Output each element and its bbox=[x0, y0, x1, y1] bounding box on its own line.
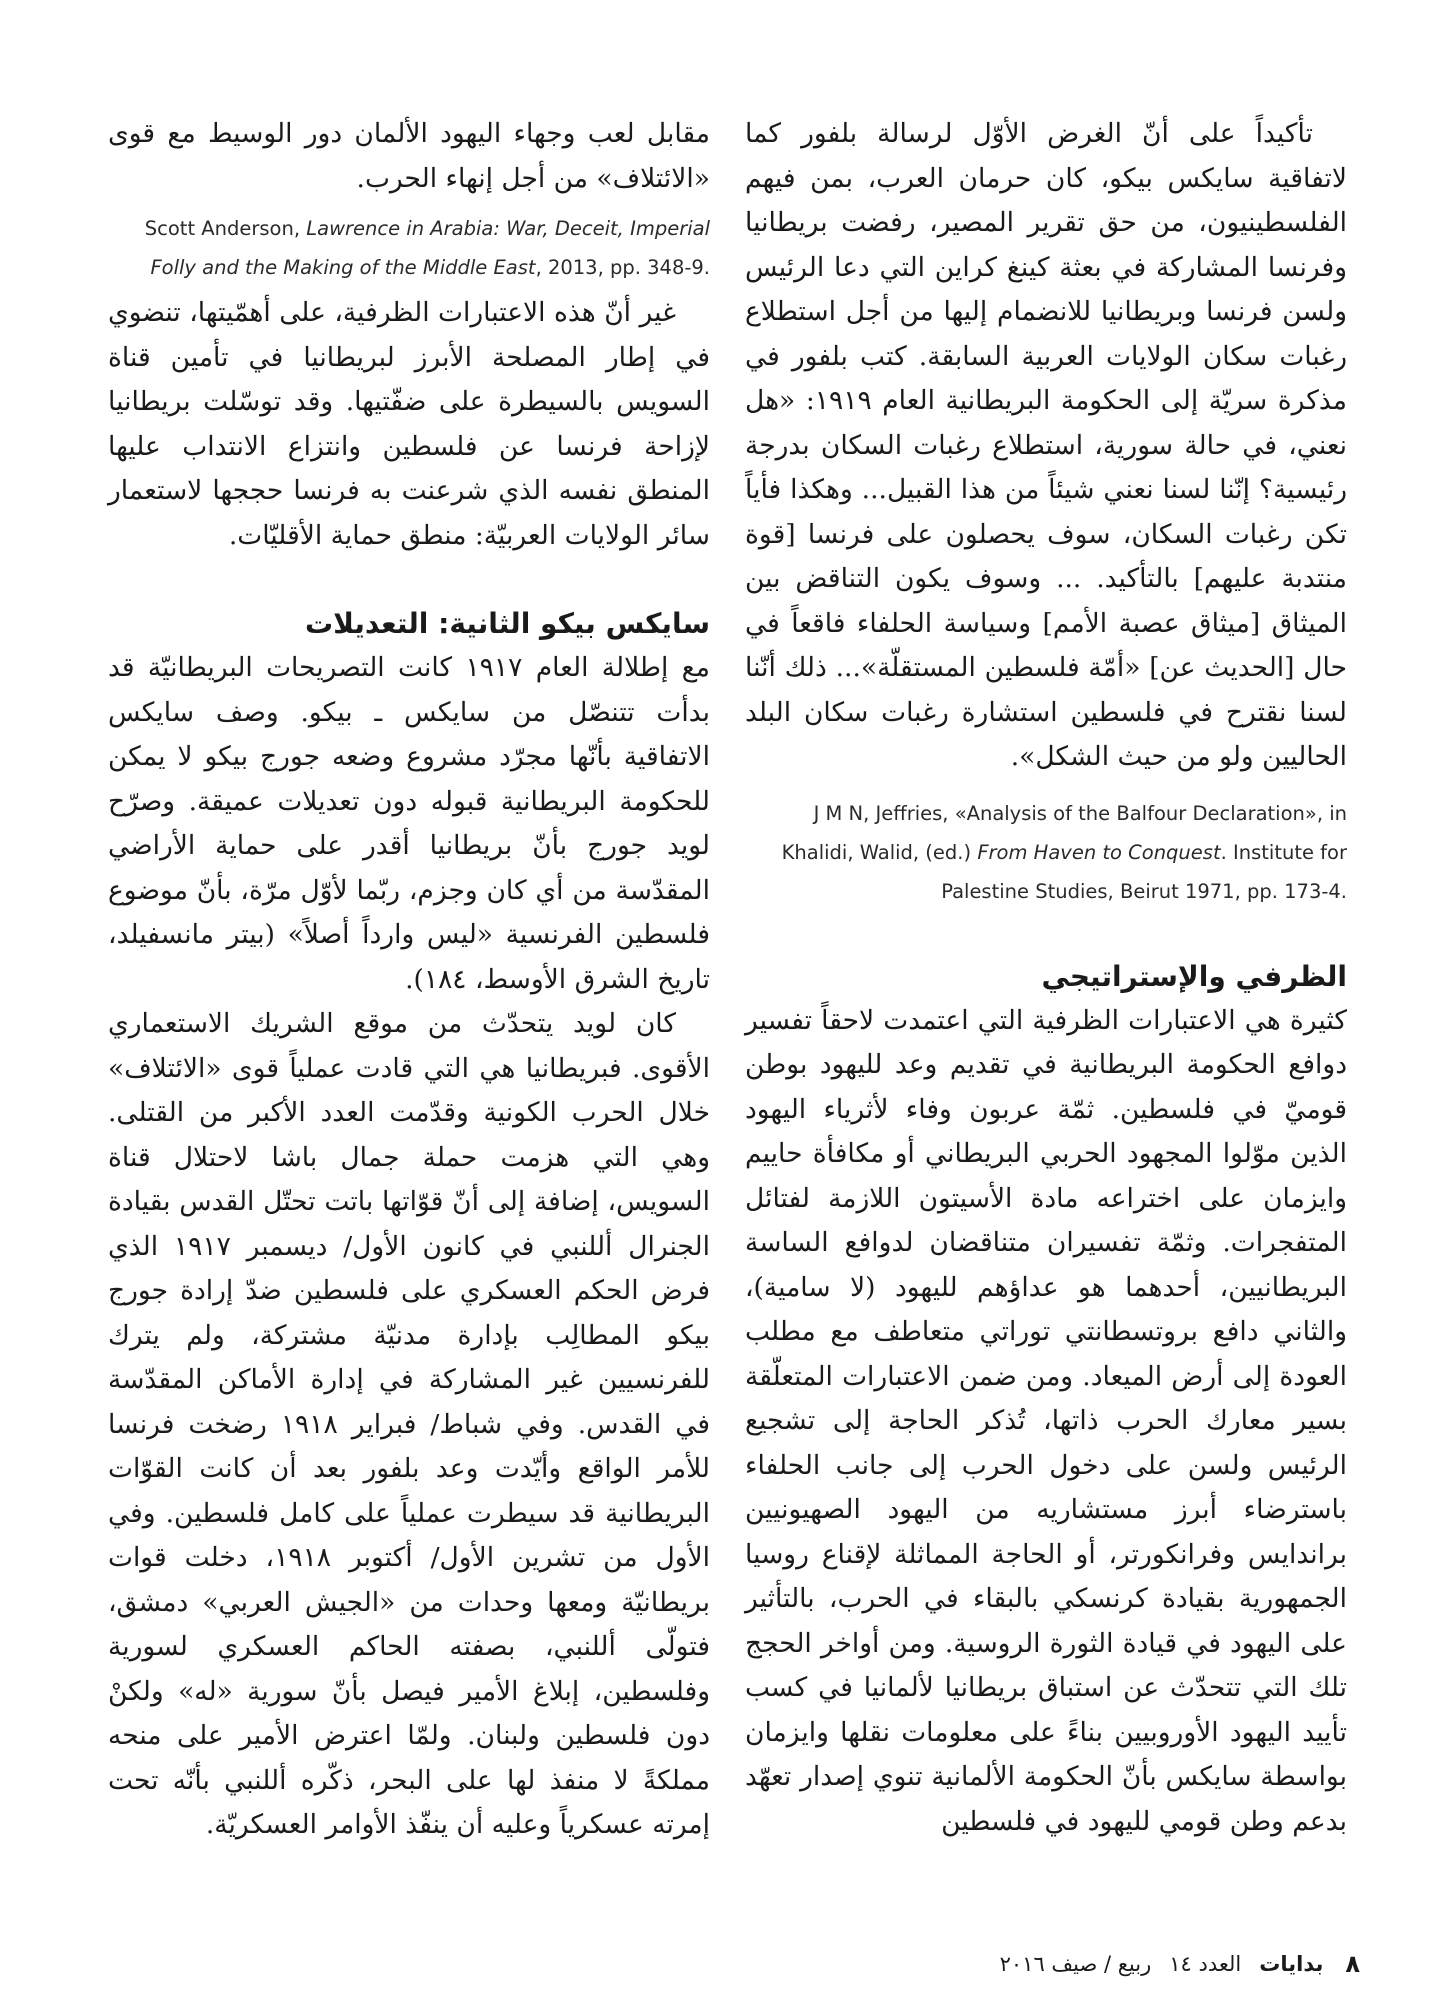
citation-anderson-pre: Scott Anderson, bbox=[144, 217, 307, 240]
paragraph-strategic-interest: غير أنّ هذه الاعتبارات الظرفية، على أهمّيتها، تنضوي في إطار المصلحة الأبرز لبريطانيا في تأمين قناة السويس بالسيطرة على ضفّتيها. وقد توسّلت بريطانيا لإزاحة فرنسا عن فلسطين وانتزاع الانتداب عليها المنطق نفسه الذي شرعنت به فرنسا حججها لاستعمار سائر الولايات العربيّة: منطق حماية الأقليّات. bbox=[108, 297, 710, 551]
paragraph-lloyd-george: كان لويد يتحدّث من موقع الشريك الاستعماري الأقوى. فبريطانيا هي التي قادت عملياً قوى «الائتلاف» خلال الحرب الكونية وقدّمت العدد الأكبر من القتلى. وهي التي هزمت حملة جمال باشا لاحتلال قناة السويس، إضافة إلى أنّ قوّاتها باتت تحتّل القدس بقيادة الجنرال أللنبي في كانون الأول/ ديسمبر ١٩١٧ الذي فرض الحكم العسكري على فلسطين ضدّ إرادة جورج بيكو المطالِب بإدارة مدنيّة مشتركة، ولم يترك للفرنسيين غير المشاركة في إدارة الأماكن المقدّسة في القدس. وفي شباط/ فبراير ١٩١٨ رضخت فرنسا للأمر الواقع وأيّدت وعد بلفور بعد أن كانت القوّات البريطانية قد سيطرت عملياً على كامل فلسطين. وفي الأول من تشرين الأول/ أكتوبر ١٩١٨، دخلت قوات بريطانيّة ومعها وحدات من «الجيش العربي» دمشق، فتولّى أللنبي، بصفته الحاكم العسكري لسورية وفلسطين، إبلاغ الأمير فيصل بأنّ سورية «له» ولكنْ دون فلسطين ولبنان. ولمّا اعترض الأمير على منحه مملكةً لا منفذ لها على البحر، ذكّره أللنبي بأنّه تحت إمرته عسكرياً وعليه أن ينفّذ الأوامر العسكريّة. bbox=[108, 1008, 710, 1840]
citation-jeffries bbox=[745, 794, 1347, 911]
paragraph-balfour-memo: تأكيداً على أنّ الغرض الأوّل لرسالة بلفور كما لاتفاقية سايكس بيكو، كان حرمان العرب، بمن فيهم الفلسطينيون، من حق تقرير المصير، رفضت بريطانيا وفرنسا المشاركة في بعثة كينغ كراين التي دعا الرئيس ولسن فرنسا وبريطانيا للانضمام إليها من أجل استطلاع رغبات سكان الولايات العربية السابقة. كتب بلفور في مذكرة سريّة إلى الحكومة البريطانية العام ١٩١٩: «هل نعني، في حالة سورية، استطلاع رغبات السكان بدرجة رئيسية؟ إنّنا لسنا نعني شيئاً من هذا القبيل... وهكذا فأياً تكن رغبات السكان، سوف يحصلون على فرنسا [قوة منتدبة عليهم] بالتأكيد. ... وسوف يكون التناقض بين الميثاق [ميثاق عصبة الأمم] وسياسة الحلفاء فاقعاً في حال [الحديث عن] «أمّة فلسطين المستقلّة»... ذلك أنّنا لسنا نقترح في فلسطين استشارة رغبات سكان البلد الحاليين ولو من حيث الشكل». bbox=[745, 118, 1347, 772]
page-footer bbox=[999, 1948, 1360, 1980]
diamond-separator-icon bbox=[1247, 1960, 1254, 1967]
citation-anderson bbox=[108, 209, 710, 287]
left-column bbox=[108, 112, 710, 1848]
page-number: ٨ bbox=[1345, 1950, 1360, 1978]
citation-jeffries-post: . Institute for Palestine Studies, Beirut 1971, pp. 173-4. bbox=[941, 840, 1347, 903]
paragraph-1917-statements: مع إطلالة العام ١٩١٧ كانت التصريحات البريطانيّة قد بدأت تتنصّل من سايكس ـ بيكو. وصف سايكس الاتفاقية بأنّها مجرّد مشروع وضعه جورج بيكو لا يمكن للحكومة البريطانية قبوله دون تعديلات عميقة. وصرّح لويد جورج بأنّ بريطانيا أقدر على حماية الأراضي المقدّسة من أي كان وجزم، ربّما لأوّل مرّة، بأنّ موضوع فلسطين الفرنسية «ليس وارداً أصلاً» (بيتر مانسفيلد، تاريخ الشرق الأوسط، ١٨٤). bbox=[108, 652, 710, 995]
citation-anderson-title: Lawrence in Arabia: War, Deceit, Imperial Folly and the Making of the Middle East bbox=[150, 217, 710, 279]
section-heading-amendments: سايكس بيكو الثانية: التعديلات bbox=[304, 607, 710, 640]
journal-name: بدايات bbox=[1259, 1952, 1324, 1976]
right-column bbox=[745, 112, 1347, 1844]
paragraph-circumstantial: كثيرة هي الاعتبارات الظرفية التي اعتمدت لاحقاً تفسير دوافع الحكومة البريطانية في تقديم وعد لليهود بوطن قوميّ في فلسطين. ثمّة عربون وفاء لأثرياء اليهود الذين موّلوا المجهود الحربي البريطاني أو مكافأة حاييم وايزمان على اختراعه مادة الأسيتون اللازمة لفتائل المتفجرات. وثمّة تفسيران متناقضان لدوافع الساسة البريطانيين، أحدهما هو عداؤهم لليهود (لا سامية)، والثاني دافع بروتسطانتي توراتي متعاطف مع مطلب العودة إلى أرض الميعاد. ومن ضمن الاعتبارات المتعلّقة بسير معارك الحرب ذاتها، تُذكر الحاجة إلى تشجيع الرئيس ولسن على دخول الحرب إلى جانب الحلفاء باسترضاء أبرز مستشاريه من اليهود الصهيونيين براندايس وفرانكورتر، أو الحاجة المماثلة لإقناع روسيا الجمهورية بقيادة كرنسكي بالبقاء في الحرب، بالتأثير على اليهود في قيادة الثورة الروسية. ومن أواخر الحجج تلك التي تتحدّث عن استباق بريطانيا لألمانيا في كسب تأييد اليهود الأوروبيين بناءً على معلومات نقلها وايزمان بواسطة سايكس بأنّ الحكومة الألمانية تنوي إصدار تعهّد بدعم وطن قومي لليهود في فلسطين bbox=[745, 1004, 1347, 1837]
citation-anderson-post: , 2013, pp. 348-9. bbox=[535, 256, 710, 279]
issue-number: العدد ١٤ bbox=[1169, 1952, 1242, 1976]
section-heading-circumstantial: الظرفي والإستراتيجي bbox=[1041, 959, 1347, 993]
citation-jeffries-pre: J M N, Jeffries, «Analysis of the Balfour Declaration», in Khalidi, Walid, (ed.) bbox=[781, 801, 1347, 864]
issue-season: ربيع / صيف ٢٠١٦ bbox=[999, 1952, 1152, 1976]
paragraph-continued: مقابل لعب وجهاء اليهود الألمان دور الوسيط مع قوى «الائتلاف» من أجل إنهاء الحرب. bbox=[108, 118, 710, 194]
citation-jeffries-title: From Haven to Conquest bbox=[977, 840, 1221, 864]
